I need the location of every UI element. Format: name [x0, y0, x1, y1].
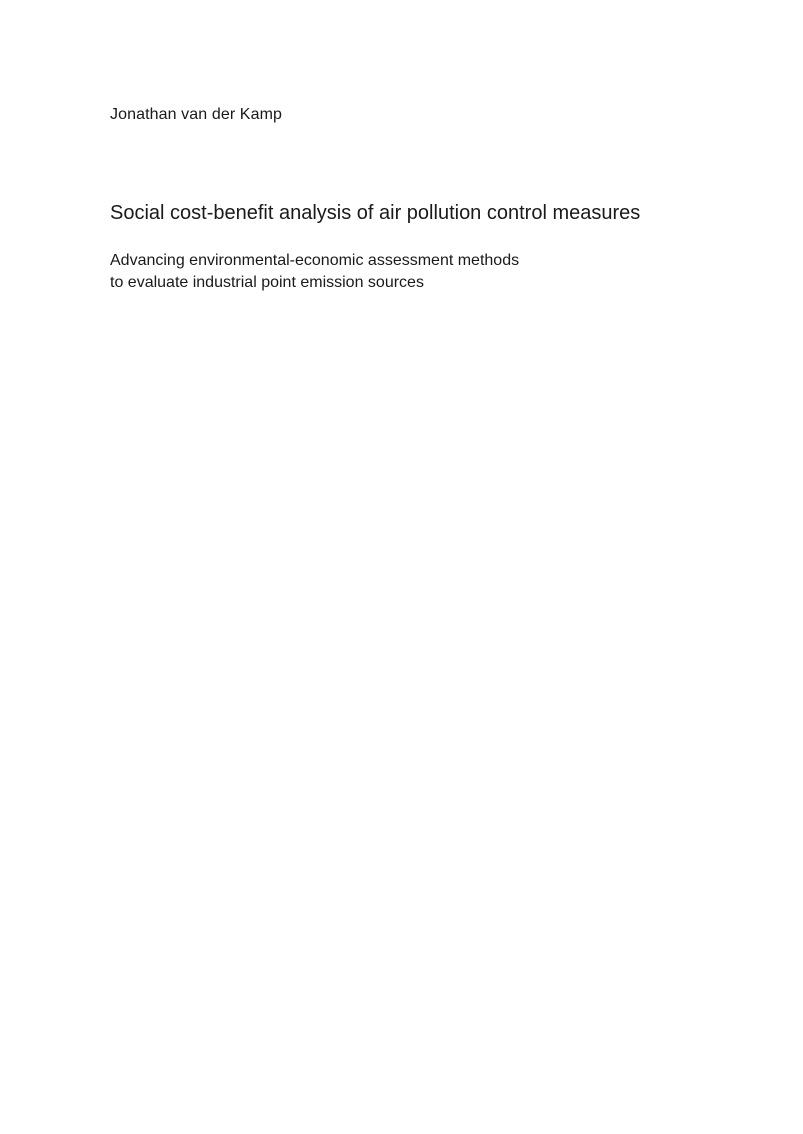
document-title: Social cost-benefit analysis of air pollution control measures: [110, 202, 641, 224]
subtitle-line: Advancing environmental-economic assessment methods: [110, 252, 520, 269]
author-name: Jonathan van der Kamp: [110, 106, 282, 123]
subtitle-line: to evaluate industrial point emission sources: [110, 274, 424, 291]
document-subtitle: [110, 250, 519, 294]
